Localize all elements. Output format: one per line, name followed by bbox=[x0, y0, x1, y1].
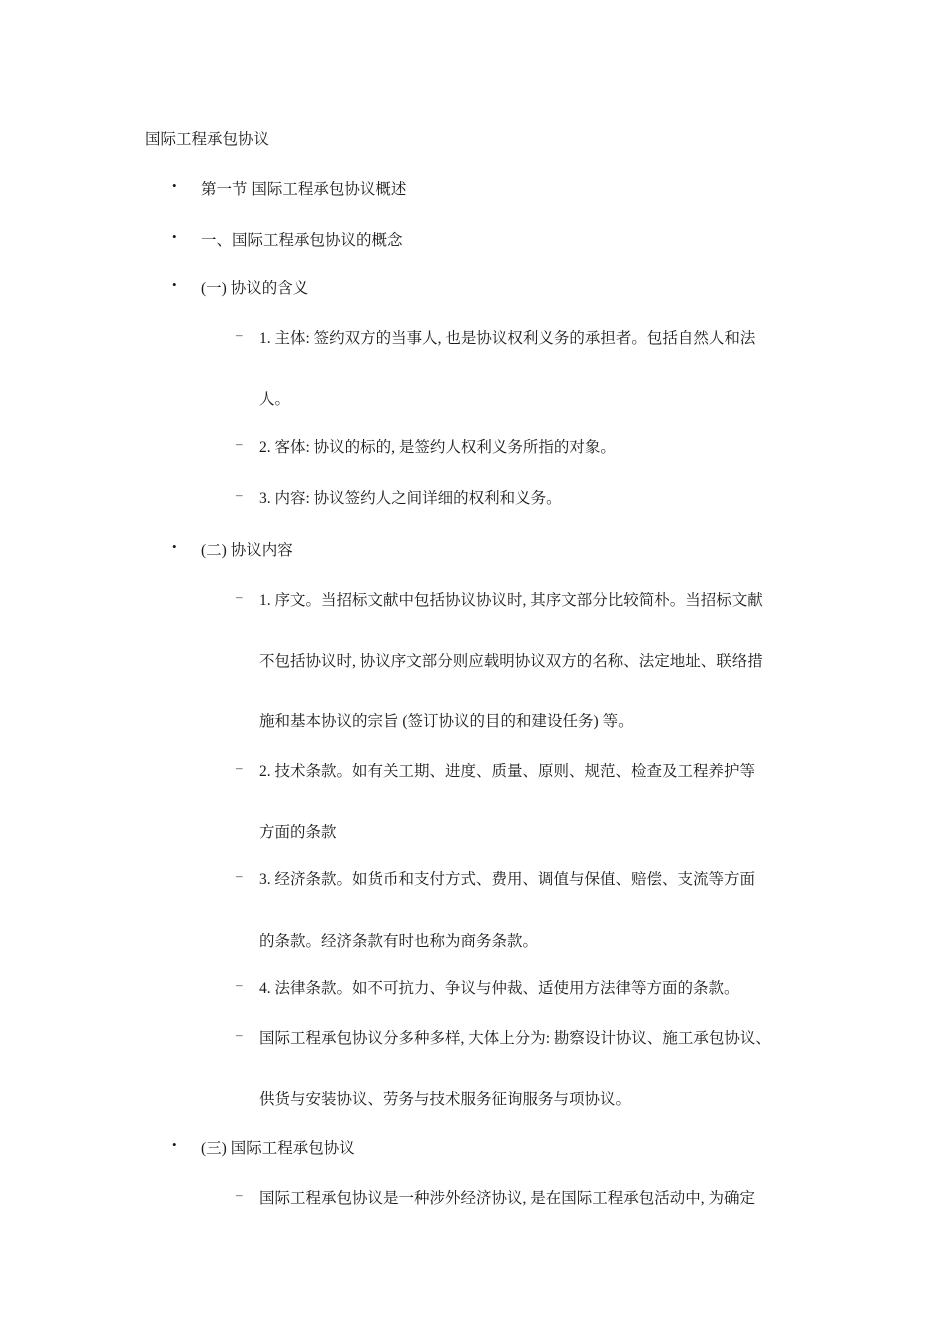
dash-icon: – bbox=[236, 868, 243, 883]
list-item-line: 3. 经济条款。如货币和支付方式、费用、调值与保值、赔偿、支流等方面 bbox=[259, 871, 756, 888]
dash-icon: – bbox=[236, 589, 243, 604]
section-heading: 一、国际工程承包协议的概念 bbox=[201, 232, 403, 249]
section-heading: 第一节 国际工程承包协议概述 bbox=[201, 181, 407, 198]
section-heading: (三) 国际工程承包协议 bbox=[201, 1140, 355, 1157]
dash-icon: – bbox=[236, 436, 243, 451]
bullet-icon: • bbox=[172, 229, 177, 244]
list-item-line: 2. 技术条款。如有关工期、进度、质量、原则、规范、检查及工程养护等 bbox=[259, 763, 756, 780]
dash-icon: – bbox=[236, 1187, 243, 1202]
bullet-icon: • bbox=[172, 277, 177, 292]
list-item-line: 的条款。经济条款有时也称为商务条款。 bbox=[259, 933, 539, 950]
dash-icon: – bbox=[236, 327, 243, 342]
list-item-line: 方面的条款 bbox=[259, 824, 337, 841]
list-item-line: 4. 法律条款。如不可抗力、争议与仲裁、适使用方法律等方面的条款。 bbox=[259, 980, 740, 997]
list-item-line: 2. 客体: 协议的标的, 是签约人权利义务所指的对象。 bbox=[259, 439, 616, 456]
list-item-line: 3. 内容: 协议签约人之间详细的权利和义务。 bbox=[259, 490, 562, 507]
dash-icon: – bbox=[236, 1027, 243, 1042]
bullet-icon: • bbox=[172, 178, 177, 193]
bullet-icon: • bbox=[172, 1137, 177, 1152]
list-item-line: 不包括协议时, 协议序文部分则应载明协议双方的名称、法定地址、联络措 bbox=[259, 653, 763, 670]
list-item-line: 国际工程承包协议分多种多样, 大体上分为: 勘察设计协议、施工承包协议、 bbox=[259, 1030, 771, 1047]
bullet-icon: • bbox=[172, 539, 177, 554]
dash-icon: – bbox=[236, 977, 243, 992]
section-heading: (二) 协议内容 bbox=[201, 542, 293, 559]
list-item-line: 施和基本协议的宗旨 (签订协议的目的和建设任务) 等。 bbox=[259, 713, 634, 730]
dash-icon: – bbox=[236, 760, 243, 775]
section-heading: (一) 协议的含义 bbox=[201, 280, 309, 297]
list-item-line: 1. 主体: 签约双方的当事人, 也是协议权利义务的承担者。包括自然人和法 bbox=[259, 330, 756, 347]
list-item-line: 国际工程承包协议是一种涉外经济协议, 是在国际工程承包活动中, 为确定 bbox=[259, 1190, 756, 1207]
list-item-line: 人。 bbox=[259, 391, 291, 408]
list-item-line: 1. 序文。当招标文献中包括协议协议时, 其序文部分比较简朴。当招标文献 bbox=[259, 592, 763, 609]
dash-icon: – bbox=[236, 487, 243, 502]
document-title: 国际工程承包协议 bbox=[145, 131, 270, 148]
list-item-line: 供货与安装协议、劳务与技术服务征询服务与项协议。 bbox=[259, 1091, 632, 1108]
